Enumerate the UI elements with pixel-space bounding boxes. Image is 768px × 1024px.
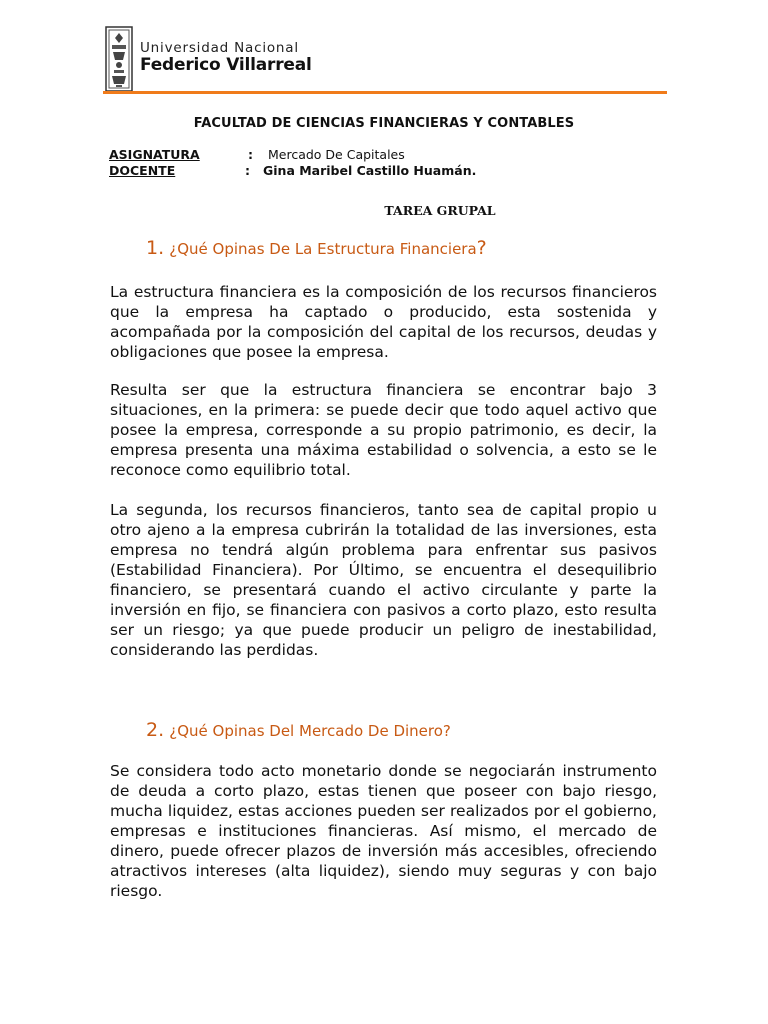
subject-label: ASIGNATURA	[109, 147, 200, 162]
subject-value: Mercado De Capitales	[268, 147, 405, 162]
subject-separator: :	[248, 147, 253, 162]
teacher-value: Gina Maribel Castillo Huamán.	[263, 163, 477, 178]
faculty-title: FACULTAD DE CIENCIAS FINANCIERAS Y CONTABLES	[193, 116, 575, 131]
university-name-line2: Federico Villarreal	[140, 55, 312, 75]
question-2-title	[146, 719, 451, 741]
teacher-label: DOCENTE	[109, 163, 176, 178]
question-1-text: ¿Qué Opinas De La Estructura Financiera	[169, 240, 477, 258]
university-seal-logo	[105, 26, 133, 92]
teacher-row	[109, 163, 477, 178]
question-2-number: 2.	[146, 719, 165, 741]
question-1-paragraph-3: La segunda, los recursos financieros, tanto sea de capital propio u otro ajeno a la empresa cubrirán la totalidad de las inversiones, esta empresa no tendrá algún problema para enfrentar sus pasivos (Estabilidad Financiera). Por Último, se encuentra el desequilibrio financiero, se presentará cuando el activo circulante y parte la inversión en fijo, se financiera con pasivos a corto plazo, esto resulta ser un riesgo; ya que puede producir un peligro de inestabilidad, considerando las perdidas.	[110, 501, 657, 659]
question-1-number: 1.	[146, 237, 165, 259]
question-2-paragraph-1: Se considera todo acto monetario donde se negociarán instrumento de deuda a corto plazo, estas tienen que poseer con bajo riesgo, mucha liquidez, estas acciones pueden ser realizados por el gobierno, empresas e instituciones financieras. Así mismo, el mercado de dinero, puede ofrecer plazos de inversión más accesibles, ofreciendo atractivos intereses (alta liquidez), siendo muy seguras y con bajo riesgo.	[110, 762, 657, 900]
header-divider	[103, 91, 667, 94]
document-header	[103, 26, 668, 96]
question-1-closing: ?	[476, 237, 487, 259]
teacher-separator: :	[245, 163, 250, 178]
question-2-text: ¿Qué Opinas Del Mercado De Dinero?	[169, 722, 451, 740]
question-1-title	[146, 237, 487, 259]
subject-row	[109, 147, 405, 162]
university-name-line1: Universidad Nacional	[140, 40, 299, 56]
question-1-paragraph-1: La estructura financiera es la composición de los recursos financieros que la empresa ha captado o producido, esta sostenida y acompañada por la composición del capital de los recursos, deudas y obligaciones que posee la empresa.	[110, 283, 657, 361]
question-1-paragraph-2: Resulta ser que la estructura financiera se encontrar bajo 3 situaciones, en la primera: se puede decir que todo aquel activo que posee la empresa, corresponde a su propio patrimonio, es decir, la empresa presenta una máxima estabilidad o solvencia, a esto se le reconoce como equilibrio total.	[110, 381, 657, 479]
assignment-title: TAREA GRUPAL	[384, 203, 496, 218]
